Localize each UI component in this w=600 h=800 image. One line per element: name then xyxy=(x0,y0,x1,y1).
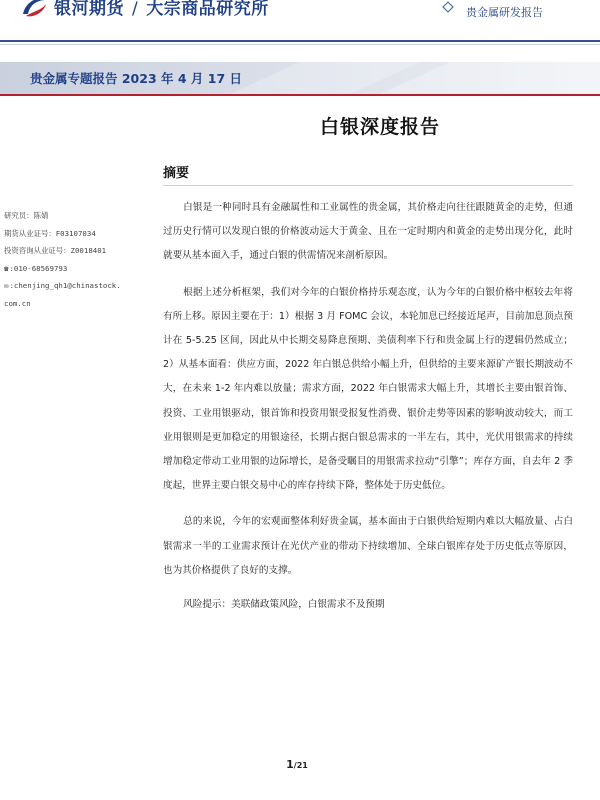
abstract-divider xyxy=(163,185,573,186)
email-address-part1[interactable]: :chenjing_qh1@chinastock. xyxy=(9,281,121,290)
phone-line xyxy=(4,260,154,278)
banner-title: 贵金属专题报告 2023 年 4 月 17 日 xyxy=(30,71,242,86)
diamond-icon xyxy=(442,1,454,13)
futures-cert-number: 期货从业证号：F03107034 xyxy=(4,228,96,238)
header-divider-thin xyxy=(0,44,600,45)
report-title: 白银深度报告 xyxy=(319,116,440,138)
institute-text: 大宗商品研究所 xyxy=(146,0,269,19)
advisory-cert-number: 投资咨询从业证号：Z0018401 xyxy=(4,246,107,255)
brand-text: 银河期货 xyxy=(54,0,124,19)
page-number xyxy=(0,758,600,771)
risk-warning: 风险提示：美联储政策风险，白银需求不及预期 xyxy=(183,599,385,611)
report-type-tag: 贵金属研发报告 xyxy=(466,6,543,19)
page-total: /21 xyxy=(293,761,308,770)
report-banner xyxy=(0,62,600,94)
abstract-paragraph-3: 总的来说，今年的宏观面整体利好贵金属，基本面由于白银供给短期内难以大幅放量、占白银需求一半的工业需求预计在光伏产业的带动下持续增加、全球白银库存处于历史低点等原因，也为其价格提供了良好的支撑。 xyxy=(163,516,573,576)
researcher-name: 研究员：陈婧 xyxy=(4,211,49,220)
abstract-heading: 摘要 xyxy=(163,166,190,181)
brand-name xyxy=(54,0,269,19)
envelope-icon: ✉ xyxy=(4,281,9,290)
brand-slash: / xyxy=(132,0,139,19)
analyst-info xyxy=(4,207,154,312)
abstract-body xyxy=(163,196,573,629)
phone-number: :010-68569793 xyxy=(9,263,68,273)
header-divider xyxy=(0,40,600,42)
email-line[interactable] xyxy=(4,277,154,295)
page-current: 1 xyxy=(286,758,294,771)
phone-icon: ☎ xyxy=(4,263,9,273)
page-header xyxy=(0,0,600,50)
abstract-paragraph-1: 白银是一种同时具有金融属性和工业属性的贵金属，其价格走向往往跟随黄金的走势，但通过历史行情可以发现白银的价格波动远大于黄金、且在一定时期内和黄金的走势出现分化，此时就要从基本面入手，通过白银的供需情况来剖析原因。 xyxy=(163,202,573,262)
galaxy-logo-icon xyxy=(20,0,48,20)
abstract-paragraph-2: 根据上述分析框架，我们对今年的白银价格持乐观态度，认为今年的白银价格中枢较去年将有所上移。原因主要在于：1）根据 3 月 FOMC 会议，本轮加息已经接近尾声，目前加息顶点预计在 5-5.25 区间，因此从中长期交易降息预期、美债利率下行和贵金属上行的逻辑仍然成立；2）从基本面看：供应方面，2022 年白银总供给小幅上升，但供给的主要来源矿产银长期波动不大，在未来 1-2 年内难以放量；需求方面，2022 年白银需求大幅上升，其增长主要由银首饰、投资、工业用银驱动，银首饰和投资用银受报复性消费、银价走势等因素的影响波动较大，而工业用银则是更加稳定的用银途径，长期占据白银总需求的一半左右，其中，光伏用银需求的持续增加稳定带动工业用银的边际增长，是备受瞩目的用银需求拉动“引擎”；库存方面，自去年 2 季度起，世界主要白银交易中心的库存持续下降，整体处于历史低位。 xyxy=(163,286,573,492)
email-address-part2[interactable]: com.cn xyxy=(4,298,31,308)
banner-divider xyxy=(0,94,600,96)
